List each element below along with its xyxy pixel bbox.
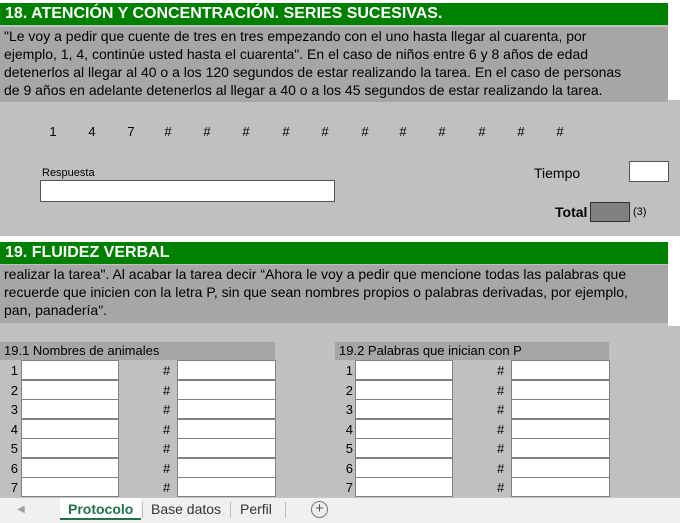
animals-hash-label: # [163, 441, 171, 456]
p-words-row-number: 3 [345, 402, 353, 417]
sequence-item: # [242, 124, 250, 139]
p-words-row-number: 1 [345, 363, 353, 378]
animals-answer-cell[interactable] [21, 477, 119, 497]
spacer-right [668, 236, 680, 326]
animals-row-number: 1 [10, 363, 18, 378]
section-19-title: 19. FLUIDEZ VERBAL [0, 242, 668, 264]
animals-score-cell[interactable] [177, 360, 276, 380]
animals-score-cell[interactable] [177, 438, 276, 458]
animals-answer-cell[interactable] [21, 458, 119, 478]
instruction-line: de 9 años en adelante detenerlos al llegar a 40 o a los 45 segundos de estar realizando la tarea. [4, 82, 603, 98]
instruction-line: "Le voy a pedir que cuente de tres en tres empezando con el uno hasta llegar al cuarenta, por [4, 28, 587, 44]
spacer-right [668, 0, 680, 100]
section-19-instructions [0, 265, 668, 323]
animals-row-number: 5 [10, 441, 18, 456]
p-words-score-cell[interactable] [511, 380, 610, 400]
instruction-line: ejemplo, 1, 4, continúe usted hasta el cuarenta". En el caso de niños entre 6 y 8 años de edad [4, 46, 589, 62]
animals-row-number: 6 [10, 460, 18, 476]
total-label: Total [555, 204, 588, 220]
sheet-tab-bar [0, 497, 680, 523]
animals-row-number: 3 [10, 402, 18, 417]
p-words-score-cell[interactable] [511, 438, 610, 458]
sequence-item: # [399, 124, 407, 139]
p-words-answer-cell[interactable] [355, 477, 453, 497]
animals-score-cell[interactable] [177, 419, 276, 439]
tab-protocolo[interactable]: Protocolo [60, 498, 141, 520]
sequence-item: # [478, 124, 486, 139]
p-words-score-cell[interactable] [511, 419, 610, 439]
tab-perfil[interactable]: Perfil [240, 501, 272, 517]
add-sheet-icon[interactable]: + [311, 501, 328, 518]
p-words-hash-label: # [497, 402, 505, 417]
p-words-hash-label: # [497, 382, 505, 398]
p-words-answer-cell[interactable] [355, 438, 453, 458]
animals-header: 19.1 Nombres de animales [0, 342, 275, 360]
p-words-answer-cell[interactable] [355, 360, 453, 380]
animals-score-cell[interactable] [177, 477, 276, 497]
p-words-hash-label: # [497, 460, 505, 476]
p-words-score-cell[interactable] [511, 360, 610, 380]
response-label: Respuesta [42, 167, 95, 179]
p-words-row-number: 2 [345, 382, 353, 398]
time-label: Tiempo [534, 165, 581, 181]
animals-hash-label: # [163, 363, 171, 378]
total-score-cell[interactable] [590, 202, 630, 222]
sequence-item: # [282, 124, 290, 139]
animals-hash-label: # [163, 460, 171, 476]
animals-score-cell[interactable] [177, 380, 276, 400]
animals-answer-cell[interactable] [21, 380, 119, 400]
animals-answer-cell[interactable] [21, 438, 119, 458]
sequence-item: # [203, 124, 211, 139]
tab-divider [285, 502, 286, 518]
p-words-answer-cell[interactable] [355, 380, 453, 400]
sequence-item: 1 [49, 124, 57, 139]
section-18-instructions [0, 27, 668, 102]
sequence-item: # [321, 124, 329, 139]
p-words-row-number: 4 [345, 421, 353, 437]
animals-row-number: 4 [10, 421, 18, 437]
animals-hash-label: # [163, 421, 171, 437]
p-words-hash-label: # [497, 441, 505, 456]
p-words-hash-label: # [497, 363, 505, 378]
p-words-row-number: 7 [345, 480, 353, 495]
p-words-row-number: 5 [345, 441, 353, 456]
instruction-line: realizar la tarea". Al acabar la tarea decir “Ahora le voy a pedir que mencione todas las palabras que [4, 266, 627, 282]
sequence-item: # [164, 124, 172, 139]
total-max-score: (3) [633, 206, 647, 218]
p-words-header: 19.2 Palabras que inician con P [335, 342, 609, 360]
time-input[interactable] [629, 161, 669, 182]
p-words-answer-cell[interactable] [355, 399, 453, 419]
animals-score-cell[interactable] [177, 458, 276, 478]
p-words-score-cell[interactable] [511, 477, 610, 497]
response-input[interactable] [40, 180, 335, 202]
animals-answer-cell[interactable] [21, 399, 119, 419]
instruction-line: recuerde que inicien con la letra P, sin que sean nombres propios o palabras derivadas, por ejemplo, [4, 284, 628, 300]
sequence-item: 7 [127, 124, 135, 139]
p-words-score-cell[interactable] [511, 399, 610, 419]
animals-hash-label: # [163, 480, 171, 495]
animals-score-cell[interactable] [177, 399, 276, 419]
p-words-score-cell[interactable] [511, 458, 610, 478]
animals-row-number: 2 [10, 382, 18, 398]
sequence-item: # [438, 124, 446, 139]
animals-hash-label: # [163, 382, 171, 398]
p-words-row-number: 6 [345, 460, 353, 476]
p-words-hash-label: # [497, 421, 505, 437]
section-18-title: 18. ATENCIÓN Y CONCENTRACIÓN. SERIES SUCESIVAS. [0, 3, 668, 25]
sequence-item: # [361, 124, 369, 139]
sequence-item: # [556, 124, 564, 139]
instruction-line: detenerlos al llegar al 40 o a los 120 segundos de estar realizando la tarea. En el caso de personas [4, 64, 622, 80]
scroll-left-icon[interactable]: ◀ [17, 504, 25, 515]
p-words-answer-cell[interactable] [355, 419, 453, 439]
sequence-item: # [517, 124, 525, 139]
animals-row-number: 7 [10, 480, 18, 495]
tab-base-datos[interactable]: Base datos [151, 501, 222, 517]
animals-hash-label: # [163, 402, 171, 417]
animals-answer-cell[interactable] [21, 360, 119, 380]
p-words-hash-label: # [497, 480, 505, 495]
sequence-item: 4 [88, 124, 96, 139]
tab-divider [230, 502, 231, 518]
instruction-line: pan, panadería". [4, 302, 108, 318]
p-words-answer-cell[interactable] [355, 458, 453, 478]
animals-answer-cell[interactable] [21, 419, 119, 439]
